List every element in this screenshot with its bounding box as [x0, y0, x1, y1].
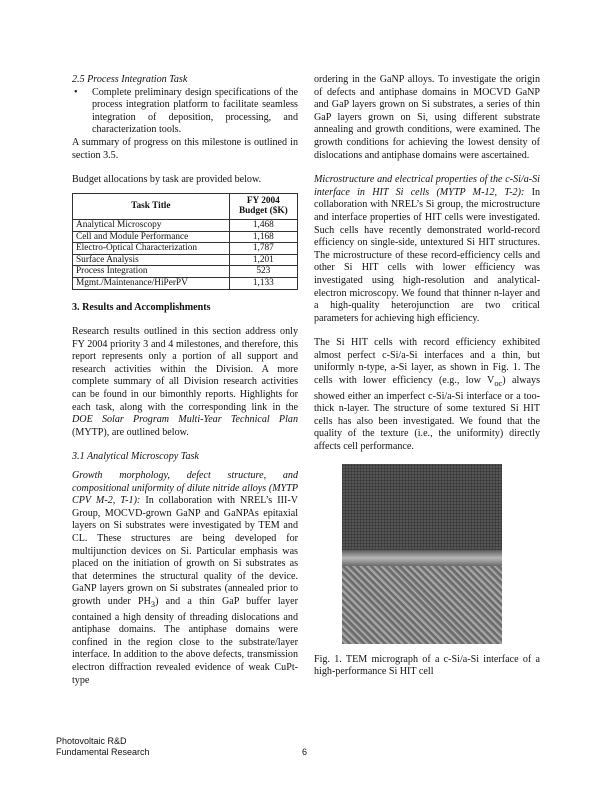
- table-header-budget-year: FY 2004: [246, 195, 280, 206]
- subscript: oc: [494, 379, 503, 389]
- right-column: [314, 74, 540, 679]
- page-number: 6: [302, 747, 308, 757]
- subscript: 3: [150, 599, 156, 609]
- summary-text: A summary of progress on this milestone is outlined in section 3.5.: [72, 136, 298, 161]
- budget-cell: 523: [229, 266, 297, 278]
- para-text: In collaboration with NREL’s Si group, the microstructure and interface properties of HIT cells were investigated. Such cells have recently demonstrated world-record efficiency on single-side, untextured Si HIT structures. The microstructure of these record-efficiency cells and other Si HIT cells with lower efficiency was investigated using high-resolution and analytical-electron microscopy. We found that thinner n-layer and a high-quality heterojunction are two critical parameters for achieving high efficiency.: [314, 186, 540, 324]
- table-row: [73, 254, 298, 266]
- table-row: [73, 277, 298, 289]
- budget-cell: 1,133: [229, 277, 297, 289]
- bullet-item: [72, 87, 298, 137]
- section-2-5-heading: 2.5 Process Integration Task: [72, 74, 188, 85]
- tem-micrograph-image: [342, 464, 502, 644]
- bullet-icon: •: [74, 86, 78, 98]
- page-footer: [56, 736, 150, 758]
- para-text: (MYTP), are outlined below.: [72, 426, 189, 438]
- ordering-paragraph: ordering in the GaNP alloys. To investigate the origin of defects and antiphase domains in MOCVD GaNP and GaP layers grown on Si substrates, a series of thin GaP layers grown on Si, using different substrate annealing and growth conditions, were examined. The growth conditions for achieving the lowest density of dislocations and antiphase domains were ascertained.: [314, 74, 540, 161]
- table-row: [73, 243, 298, 255]
- section-3-1-paragraph: [72, 470, 298, 687]
- table-row: [73, 231, 298, 243]
- footer-line-1: Photovoltaic R&D: [56, 736, 127, 746]
- para-text: ) and a thin GaP buffer layer contained a high density of threading dislocations and antiphase domains. The antiphase domains were confined in the region close to the substrate/layer interface. In addition to the above defects, transmission electron diffraction revealed evidence of weak CuPt-type: [72, 595, 299, 686]
- bullet-text: Complete preliminary design specifications of the process integration platform to facilitate seamless integration of deposition, processing, and characterization tools.: [92, 86, 298, 136]
- topic-title: Microstructure and electrical properties of the c-Si/a-Si interface in HIT Si cells (MYTP M-12, T-2):: [314, 174, 540, 198]
- figure-caption: Fig. 1. TEM micrograph of a c-Si/a-Si interface of a high-performance Si HIT cell: [314, 653, 540, 678]
- budget-table: [72, 193, 298, 290]
- task-cell: Mgmt./Maintenance/HiPerPV: [73, 277, 230, 289]
- table-header-budget-unit: Budget ($K): [238, 206, 288, 217]
- table-row: [73, 266, 298, 278]
- table-header-budget: [229, 193, 297, 219]
- task-cell: Analytical Microscopy: [73, 219, 230, 231]
- section-3-paragraph: [72, 326, 298, 439]
- table-header-task: Task Title: [73, 193, 230, 219]
- budget-cell: 1,468: [229, 219, 297, 231]
- hit-cells-paragraph: [314, 174, 540, 325]
- task-cell: Surface Analysis: [73, 254, 230, 266]
- section-3-heading: 3. Results and Accomplishments: [72, 301, 211, 313]
- budget-cell: 1,787: [229, 243, 297, 255]
- topic-title: Growth morphology, defect structure, and compositional uniformity of dilute nitride alloys (MYTP CPV M-2, T-1):: [72, 470, 298, 507]
- footer-line-2: Fundamental Research: [56, 747, 150, 757]
- budget-cell: 1,201: [229, 254, 297, 266]
- left-column: [72, 74, 298, 687]
- para-text: Research results outlined in this section address only FY 2004 priority 3 and 4 milestones, and therefore, this report represents only a portion of all support and research activities within the Division. A more complete summary of all Division research activities can be found in our bimonthly reports. Highlights for each task, along with the corresponding link in the: [72, 326, 298, 413]
- task-cell: Electro-Optical Characterization: [73, 243, 230, 255]
- budget-intro: Budget allocations by task are provided below.: [72, 174, 262, 186]
- task-cell: Cell and Module Performance: [73, 231, 230, 243]
- mytp-title: DOE Solar Program Multi-Year Technical Plan: [72, 414, 298, 426]
- para-text: ) always showed either an imperfect c-Si/a-Si interface or a too-thick n-layer. The structure of some textured Si HIT cells has also been investigated. We found that the quality of the texture (i.e., the uniformity) directly affects cell performance.: [314, 375, 540, 453]
- record-efficiency-paragraph: [314, 337, 540, 453]
- budget-cell: 1,168: [229, 231, 297, 243]
- para-text: In collaboration with NREL’s III-V Group, MOCVD-grown GaNP and GaNPAs epitaxial layers on Si substrates were investigated by TEM and CL. These structures are being developed for multijunction devices on Si. Particular emphasis was placed on the initiation of growth on Si substrates as that determines the structural quality of the device. GaNP layers grown on Si substrates (annealed prior to growth under PH: [72, 495, 298, 607]
- section-3-1-heading: 3.1 Analytical Microscopy Task: [72, 451, 199, 463]
- table-row: [73, 219, 298, 231]
- task-cell: Process Integration: [73, 266, 230, 278]
- para-text: The Si HIT cells with record efficiency exhibited almost perfect c-Si/a-Si interfaces and a thin, but uniformly n-type, a-Si layer, as shown in Fig. 1. The cells with lower efficiency (e.g., low V: [314, 337, 540, 387]
